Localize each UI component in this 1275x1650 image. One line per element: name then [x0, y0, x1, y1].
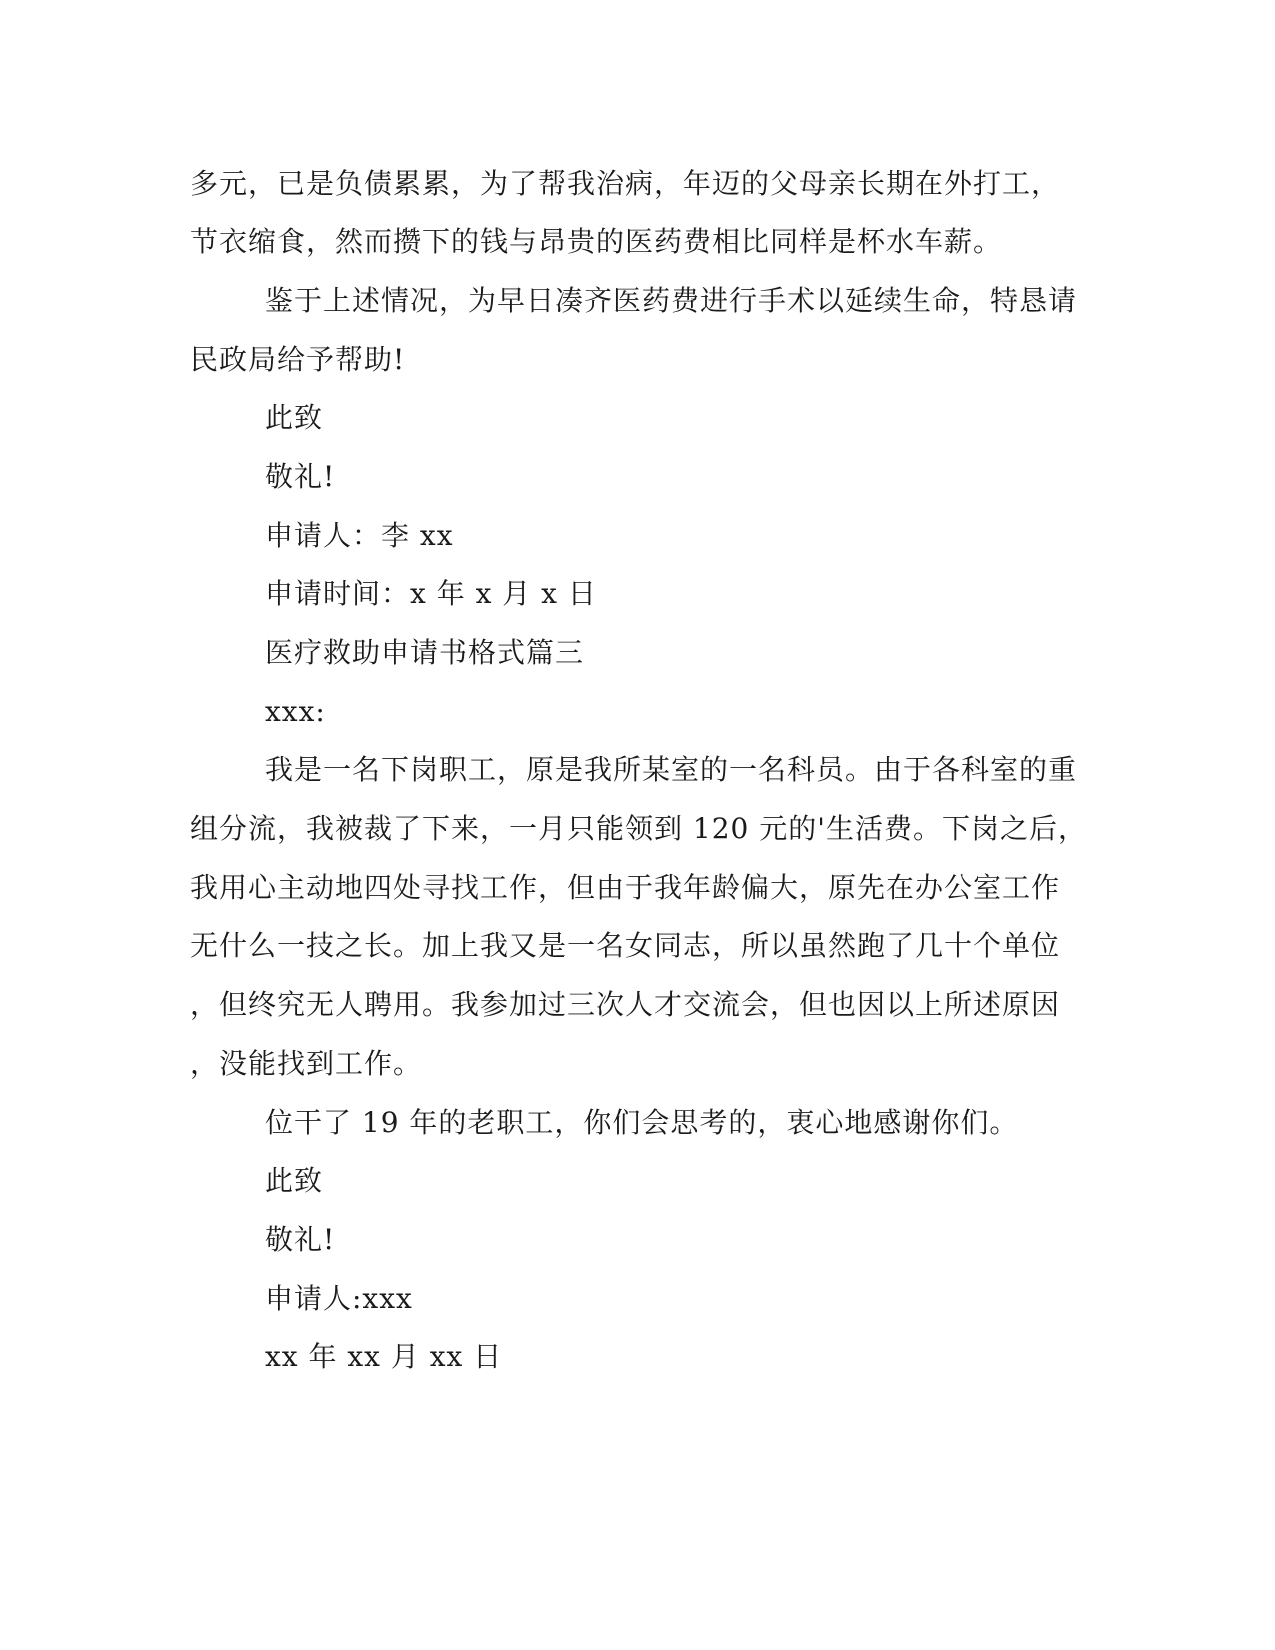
paragraph-line: ，没能找到工作。: [190, 1047, 423, 1080]
applicant-signature: 申请人：李 xx: [265, 519, 454, 552]
recipient-salutation: xxx:: [265, 695, 326, 728]
paragraph-line: 我是一名下岗职工，原是我所某室的一名科员。由于各科室的重: [265, 753, 1078, 786]
paragraph-line: 多元，已是负债累累，为了帮我治病，年迈的父母亲长期在外打工，: [190, 167, 1061, 200]
section-title: 医疗救助申请书格式篇三: [265, 636, 585, 669]
paragraph-line: 组分流，我被裁了下来，一月只能领到 120 元的'生活费。下岗之后，: [190, 812, 1087, 845]
closing-salutation: 此致: [265, 1164, 324, 1197]
application-date: xx 年 xx 月 xx 日: [265, 1340, 503, 1373]
paragraph-line: 节衣缩食，然而攒下的钱与昂贵的医药费相比同样是杯水车薪。: [190, 225, 1003, 258]
closing-regards: 敬礼!: [265, 460, 336, 493]
application-date: 申请时间：x 年 x 月 x 日: [265, 577, 597, 610]
closing-regards: 敬礼!: [265, 1223, 336, 1256]
paragraph-line: 民政局给予帮助!: [190, 343, 406, 376]
paragraph-line: 无什么一技之长。加上我又是一名女同志，所以虽然跑了几十个单位: [190, 929, 1061, 962]
paragraph-line: 我用心主动地四处寻找工作，但由于我年龄偏大，原先在办公室工作: [190, 871, 1061, 904]
closing-salutation: 此致: [265, 401, 324, 434]
paragraph-line: ，但终究无人聘用。我参加过三次人才交流会，但也因以上所述原因: [190, 988, 1061, 1021]
paragraph-line: 位干了 19 年的老职工，你们会思考的，衷心地感谢你们。: [265, 1106, 1019, 1139]
applicant-signature: 申请人:xxx: [265, 1282, 413, 1315]
paragraph-line: 鉴于上述情况，为早日凑齐医药费进行手术以延续生命，特恳请: [265, 284, 1078, 317]
